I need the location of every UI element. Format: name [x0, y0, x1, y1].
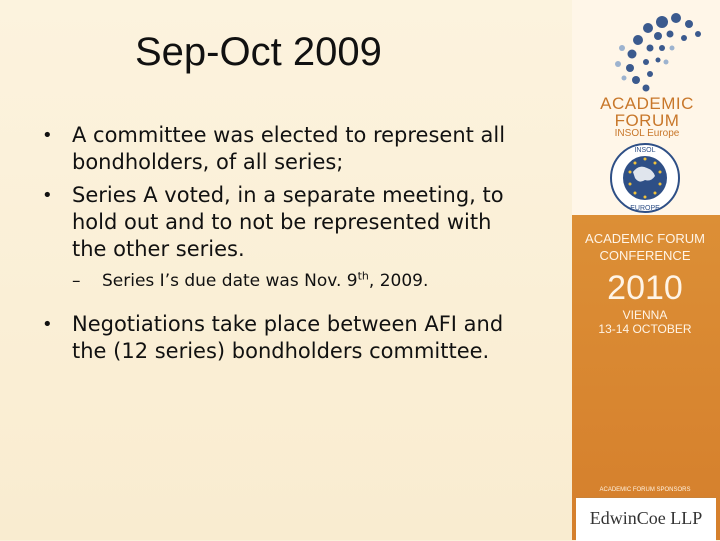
- sub-bullet-text: Series I’s due date was Nov. 9: [102, 271, 358, 291]
- conference-year: 2010: [607, 269, 683, 307]
- logo-subtitle: INSOL Europe: [614, 128, 680, 139]
- conference-line-2: CONFERENCE: [599, 248, 691, 263]
- insol-europe-seal-icon: [605, 142, 685, 214]
- academic-forum-logo-icon: [600, 8, 710, 98]
- bullet-text: A committee was elected to represent all bondholders, of all series;: [72, 123, 506, 174]
- bullet-dot-icon: •: [42, 314, 53, 335]
- ordinal-superscript: th: [357, 269, 369, 283]
- bullet-text: Series A voted, in a separate meeting, to hold out and to not be represented with the other series.: [72, 183, 504, 261]
- conference-dates: 13-14 OCTOBER: [598, 322, 692, 336]
- seal-bottom-text: EUROPE: [630, 205, 660, 212]
- bullet-item: [30, 311, 530, 365]
- bullet-dot-icon: •: [42, 125, 53, 146]
- bullet-list: [30, 122, 530, 371]
- logo-wordmark: [592, 95, 702, 129]
- logo-line-2: FORUM: [614, 111, 680, 130]
- sponsors-label: ACADEMIC FORUM SPONSORS: [599, 487, 691, 493]
- bullet-text: Negotiations take place between AFI and the (12 series) bondholders committee.: [72, 312, 504, 363]
- conference-line-1: ACADEMIC FORUM: [585, 231, 705, 246]
- sub-bullet-text-end: , 2009.: [368, 271, 429, 291]
- sponsor-logo: EdwinCoe LLP: [589, 508, 703, 528]
- logo-line-1: ACADEMIC: [600, 94, 694, 113]
- slide-title: Sep-Oct 2009: [135, 30, 382, 74]
- conference-city: VIENNA: [622, 308, 668, 322]
- bullet-dot-icon: •: [42, 185, 53, 206]
- sub-bullet-item: [30, 269, 530, 293]
- bullet-item: [30, 122, 530, 176]
- dash-icon: –: [72, 271, 81, 291]
- conference-info: [580, 230, 710, 336]
- bullet-item: [30, 182, 530, 263]
- seal-top-text: INSOL: [634, 147, 656, 154]
